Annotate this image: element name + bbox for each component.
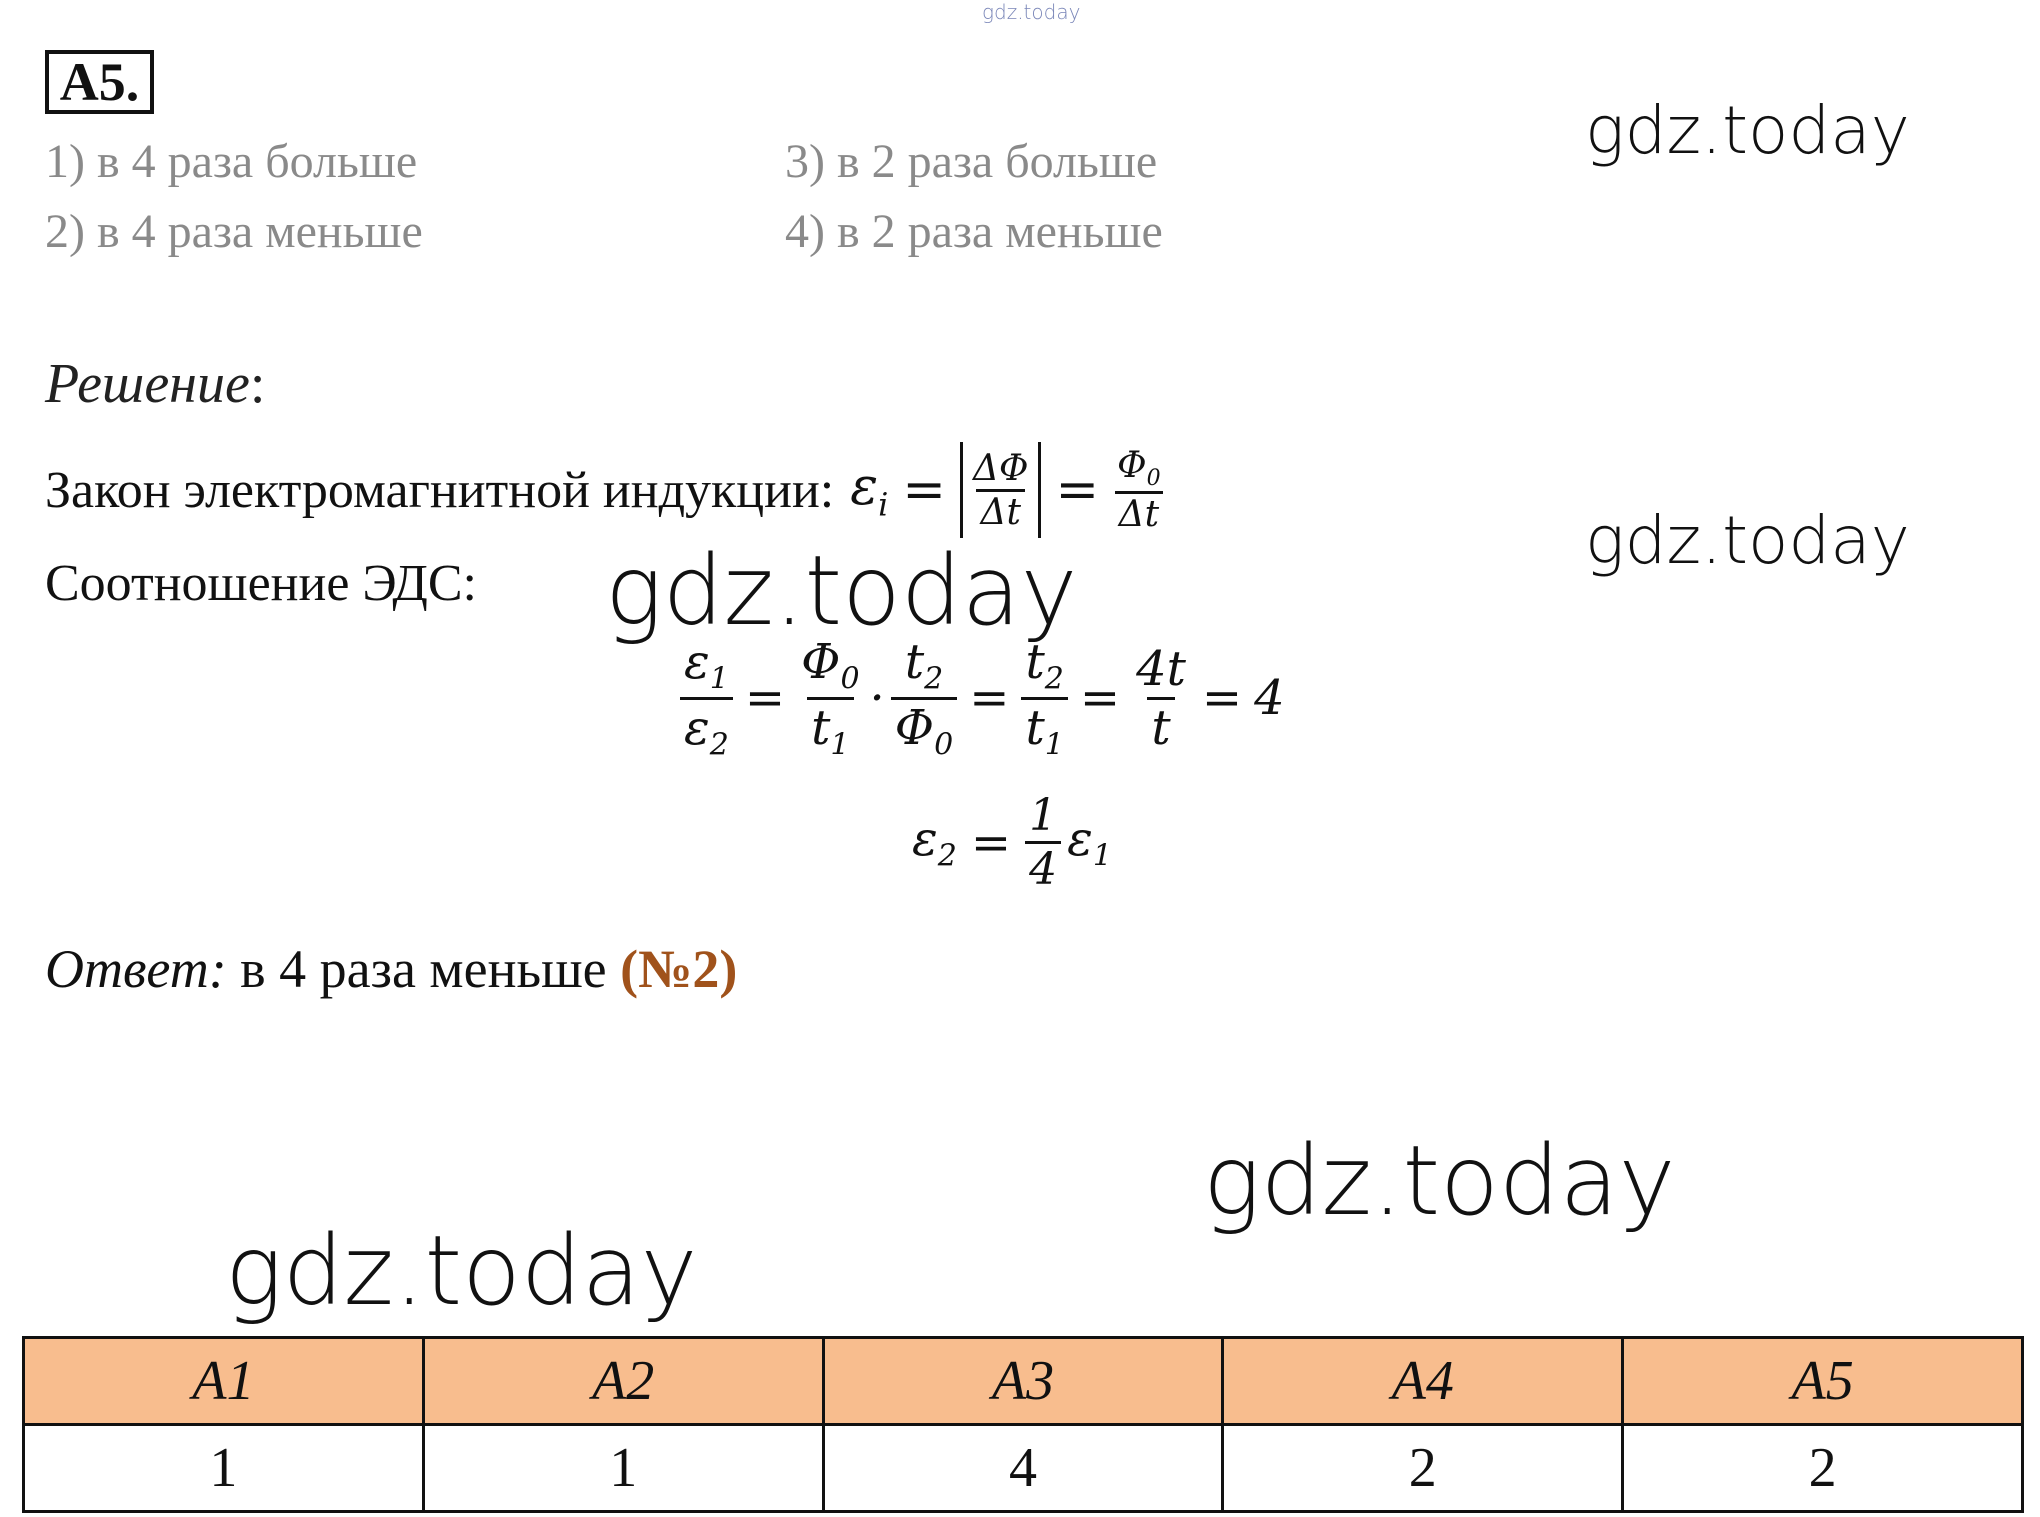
table-header-cell: A5 — [1623, 1338, 2023, 1425]
law-emf-symbol: ε — [850, 456, 879, 517]
law-emf — [850, 457, 888, 523]
table-header-cell: A2 — [423, 1338, 823, 1425]
table-cell: 2 — [1623, 1425, 2023, 1512]
eq-4: = — [1201, 670, 1243, 727]
ratio-result: 4 — [1254, 670, 1285, 727]
answer-line — [45, 938, 737, 1000]
abs-value — [960, 442, 1042, 538]
table-cell: 1 — [24, 1425, 424, 1512]
flux-time1-fraction: $\frac{\Phi_0}{t_1}$ — [801, 634, 860, 763]
table-row — [24, 1425, 2023, 1512]
quarter-fraction: $\frac{1}{4}$ — [1025, 790, 1061, 895]
eq-1: = — [744, 670, 786, 727]
time2-flux-fraction: $\frac{t_2}{\Phi_0}$ — [891, 634, 957, 762]
flux-over-time-fraction — [1113, 445, 1165, 535]
answer-number: (№2) — [620, 939, 738, 999]
time-change: Δt — [976, 489, 1024, 533]
answer-label: Ответ: — [45, 939, 227, 999]
emf1-sub: 1 — [1092, 838, 1112, 874]
flux-change: ΔΦ — [972, 447, 1029, 489]
flux-zero: $\Phi_0$ — [1117, 444, 1161, 492]
emf2-symbol: ε — [912, 811, 938, 868]
watermark-top-right: gdz.today — [1585, 92, 1910, 169]
law-emf-sub: i — [878, 485, 889, 524]
table-header-cell: A3 — [823, 1338, 1223, 1425]
emf1-symbol: ε — [1067, 811, 1093, 868]
task-label: A5. — [45, 50, 154, 114]
table-cell: 2 — [1223, 1425, 1623, 1512]
watermark-mid-right: gdz.today — [1585, 502, 1910, 579]
table-header-cell: A1 — [24, 1338, 424, 1425]
time-change-2: Δt — [1115, 491, 1163, 535]
solution-heading-text: Решение — [45, 353, 250, 415]
four-t-fraction: $\frac{4t}{t}$ — [1136, 640, 1186, 756]
table-header-row — [24, 1338, 2023, 1425]
dot-operator: · — [869, 670, 885, 727]
ratio-formula — [680, 634, 1285, 762]
option-1: 1) в 4 раза больше — [45, 135, 418, 188]
solution-heading — [45, 352, 265, 416]
option-2: 2) в 4 раза меньше — [45, 205, 423, 258]
watermark-lower-left: gdz.today — [225, 1215, 698, 1327]
equals-sign: = — [902, 460, 946, 520]
emf-ratio-fraction: $\frac{\varepsilon_1}{\varepsilon_2}$ — [680, 634, 733, 762]
time-ratio-fraction: $\frac{t_2}{t_1}$ — [1021, 634, 1067, 762]
emf2-sub: 2 — [937, 838, 957, 874]
answers-table — [22, 1336, 2024, 1513]
eq-2: = — [969, 670, 1010, 727]
option-3: 3) в 2 раза больше — [785, 135, 1158, 188]
option-4: 4) в 2 раза меньше — [785, 205, 1163, 258]
ratio-text: Соотношение ЭДС: — [45, 555, 477, 612]
top-watermark: gdz.today — [982, 0, 1081, 24]
watermark-lower-right: gdz.today — [1203, 1125, 1676, 1237]
solution-heading-colon: : — [249, 353, 266, 415]
result-formula — [912, 790, 1112, 895]
table-cell: 4 — [823, 1425, 1223, 1512]
eq-3: = — [1079, 670, 1121, 727]
eq-5: = — [970, 814, 1012, 871]
answer-text: в 4 раза меньше — [240, 939, 607, 999]
table-header-cell: A4 — [1223, 1338, 1623, 1425]
equals-sign-2: = — [1055, 460, 1100, 520]
table-cell: 1 — [423, 1425, 823, 1512]
watermark-mid: gdz.today — [605, 535, 1078, 647]
law-text: Закон электромагнитной индукции: — [45, 461, 835, 519]
law-line — [45, 435, 1165, 545]
flux-rate-fraction — [969, 448, 1033, 533]
